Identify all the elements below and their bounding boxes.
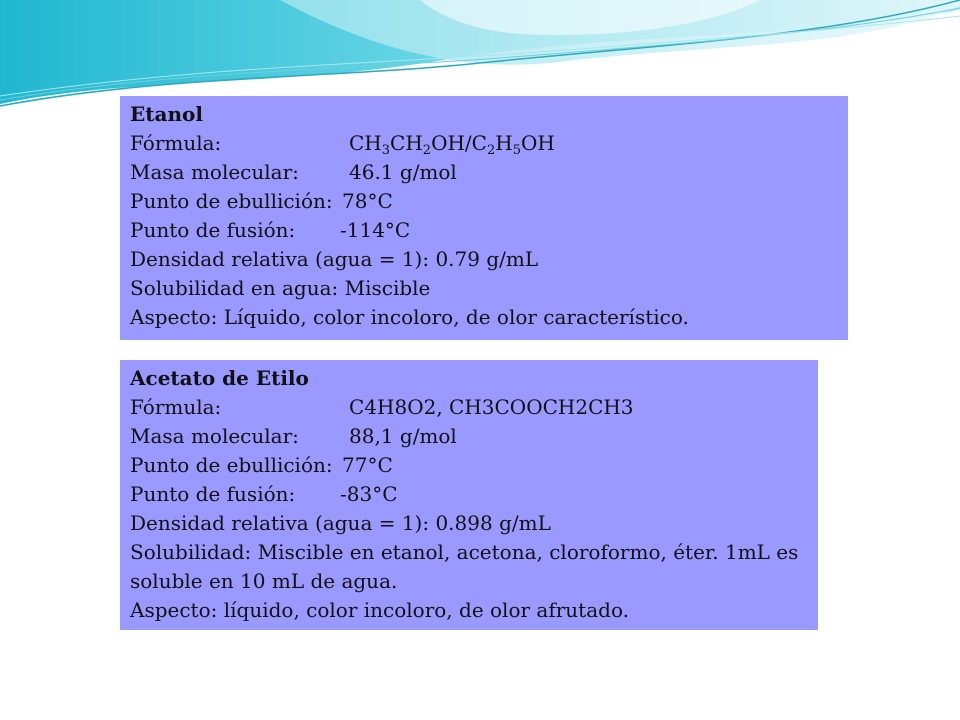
acetato-masa-label: Masa molecular: [130,424,299,448]
etanol-ebullicion-value: 78°C [342,189,393,213]
acetato-formula-value: C4H8O2, CH3COOCH2CH3 [349,395,634,419]
acetato-aspecto: Aspecto: líquido, color incoloro, de olor afrutado. [130,598,629,622]
etanol-info-box [120,96,848,340]
acetato-fusion-row [130,480,808,509]
etanol-formula-row [130,129,838,158]
acetato-densidad: Densidad relativa (agua = 1): 0.898 g/mL [130,511,551,535]
etanol-formula-label: Fórmula: [130,131,222,155]
etanol-formula-value: $CH_3CH_2OH/C_2H_5OH$ [349,131,555,158]
etanol-fusion-row [130,216,838,245]
etanol-masa-value: 46.1 g/mol [349,160,457,184]
etanol-aspecto: Aspecto: Líquido, color incoloro, de olor característico. [130,305,689,329]
etanol-solubilidad: Solubilidad en agua: Miscible [130,276,431,300]
acetato-formula-label: Fórmula: [130,395,222,419]
etanol-masa-label: Masa molecular: [130,160,299,184]
etanol-fusion-label: Punto de fusión: [130,218,296,242]
acetato-title: Acetato de Etilo [130,366,309,390]
acetato-masa-value: 88,1 g/mol [349,424,457,448]
acetato-ebullicion-value: 77°C [342,453,393,477]
etanol-ebullicion-row [130,187,838,216]
acetato-masa-row [130,422,808,451]
acetato-info-box [120,360,818,630]
etanol-title: Etanol [130,102,203,126]
acetato-solubilidad: Solubilidad: Miscible en etanol, acetona, cloroformo, éter. 1mL es soluble en 10 mL de agua. [130,540,799,593]
etanol-ebullicion-label: Punto de ebullición: [130,189,333,213]
acetato-ebullicion-row [130,451,808,480]
acetato-fusion-label: Punto de fusión: [130,482,296,506]
etanol-densidad: Densidad relativa (agua = 1): 0.79 g/mL [130,247,539,271]
acetato-formula-row [130,393,808,422]
etanol-masa-row [130,158,838,187]
etanol-fusion-value: -114°C [340,218,411,242]
acetato-ebullicion-label: Punto de ebullición: [130,453,333,477]
acetato-fusion-value: -83°C [340,482,398,506]
